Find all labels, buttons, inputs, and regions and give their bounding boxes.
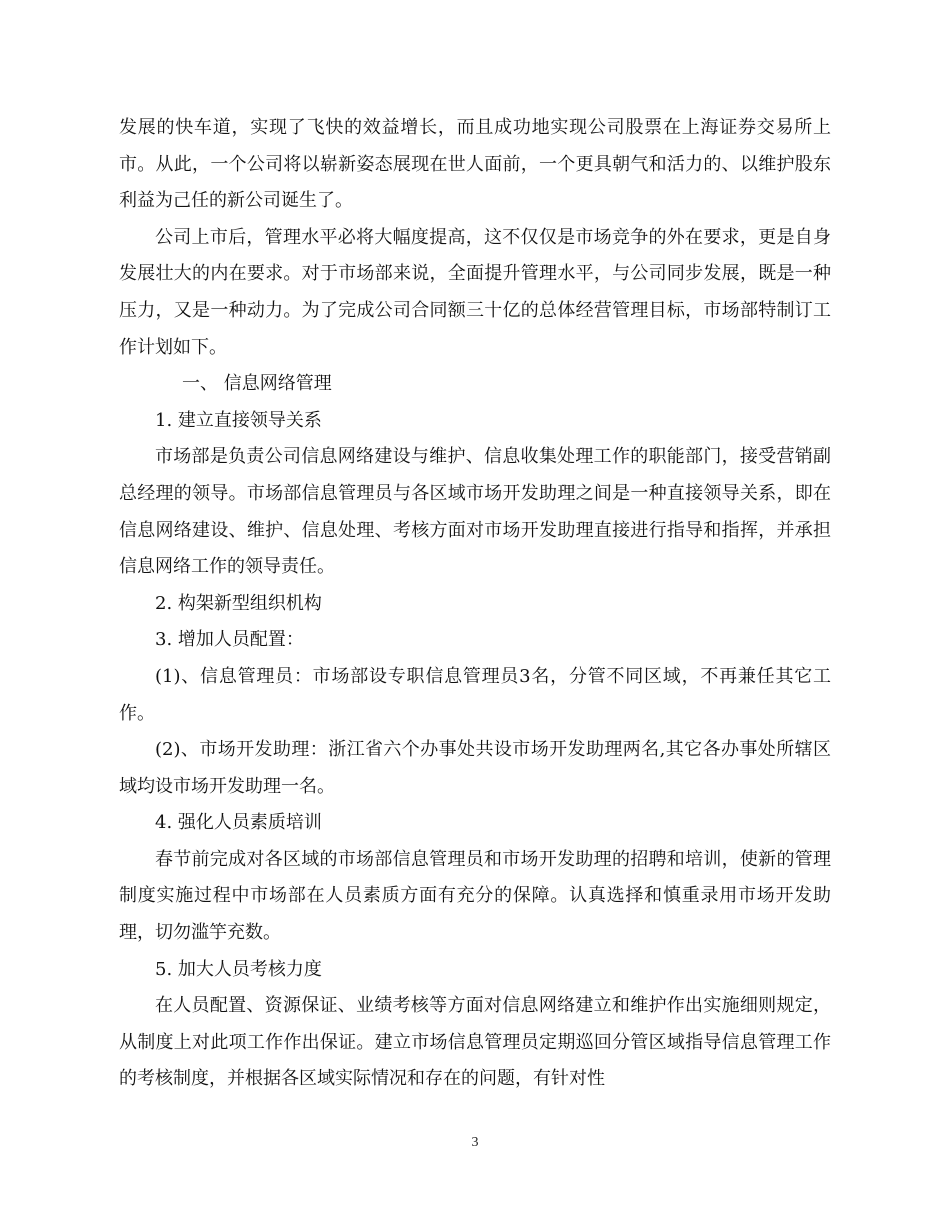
section-heading: 一、 信息网络管理 — [182, 373, 332, 395]
subsection-heading: 1. 建立直接领导关系 — [155, 409, 322, 431]
page-number: 3 — [471, 1135, 479, 1150]
subsection-heading: 2. 构架新型组织机构 — [155, 592, 322, 614]
subsection-heading: 4. 强化人员素质培训 — [155, 812, 322, 834]
paragraph-continuation: 发展的快车道，实现了飞快的效益增长，而且成功地实现公司股票在上海证券交易所上市。从此，一个公司将以崭新姿态展现在世人面前，一个更具朝气和活力的、以维护股东利益为己任的新公司诞生了。 — [119, 117, 831, 212]
paragraph-body: 春节前完成对各区域的市场部信息管理员和市场开发助理的招聘和培训，使新的管理制度实施过程中市场部在人员素质方面有充分的保障。认真选择和慎重录用市场开发助理，切勿滥竽充数。 — [119, 848, 831, 944]
paragraph-body: 公司上市后，管理水平必将大幅度提高，这不仅仅是市场竞争的外在要求，更是自身发展壮大的内在要求。对于市场部来说，全面提升管理水平，与公司同步发展，既是一种压力，又是一种动力。为了完成公司合同额三十亿的总体经营管理目标，市场部特制订工作计划如下。 — [119, 226, 831, 358]
document-body — [119, 110, 831, 1098]
paragraph-body: 市场部是负责公司信息网络建设与维护、信息收集处理工作的职能部门，接受营销副总经理的领导。市场部信息管理员与各区域市场开发助理之间是一种直接领导关系，即在信息网络建设、维护、信息处理、考核方面对市场开发助理直接进行指导和指挥，并承担信息网络工作的领导责任。 — [119, 446, 831, 578]
subsection-heading: 5. 加大人员考核力度 — [155, 958, 322, 980]
numbered-item: (2)、市场开发助理：浙江省六个办事处共设市场开发助理两名,其它各办事处所辖区域均设市场开发助理一名。 — [119, 739, 831, 797]
subsection-heading: 3. 增加人员配置： — [155, 629, 304, 651]
paragraph-body: 在人员配置、资源保证、业绩考核等方面对信息网络建立和维护作出实施细则规定，从制度上对此项工作作出保证。建立市场信息管理员定期巡回分管区域指导信息管理工作的考核制度，并根据各区域实际情况和存在的问题，有针对性 — [119, 995, 831, 1090]
numbered-item: (1)、信息管理员：市场部设专职信息管理员3名，分管不同区域，不再兼任其它工作。 — [119, 665, 831, 724]
